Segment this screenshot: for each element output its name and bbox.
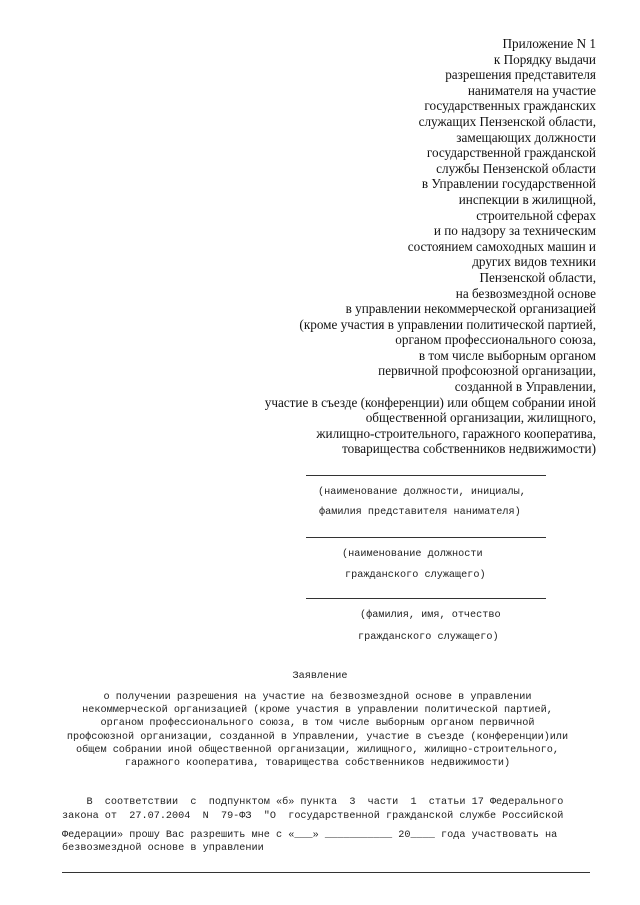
appendix-line: в управлении некоммерческой организацией xyxy=(345,301,596,317)
appendix-line: других видов техники xyxy=(472,254,596,270)
statement-subject-line: некоммерческой организацией (кроме участия в управлении политической партией, xyxy=(82,705,553,717)
appendix-line: инспекции в жилищной, xyxy=(458,191,596,207)
name-caption-line-2: гражданского служащего) xyxy=(358,632,499,643)
appendix-line: разрешения представителя xyxy=(445,67,596,83)
body-line-1: В соответствии с подпунктом «б» пункта 3 части 1 статьи 17 Федерального xyxy=(62,797,564,808)
appendix-line: замещающих должности xyxy=(456,129,596,145)
statement-subject-line: о получении разрешения на участие на безвозмездной основе в управлении xyxy=(103,692,532,703)
employer-signature-line xyxy=(306,475,546,476)
appendix-line: службы Пензенской области xyxy=(436,160,596,176)
appendix-line: в том числе выборным органом xyxy=(418,347,596,363)
body-line-2: закона от 27.07.2004 N 79-ФЗ "О государственной гражданской службе Российской xyxy=(62,811,564,822)
appendix-line: товарищества собственников недвижимости) xyxy=(342,441,596,457)
appendix-line: участие в съезде (конференции) или общем собрании иной xyxy=(264,394,596,410)
name-caption-line-1: (фамилия, имя, отчество xyxy=(360,610,501,621)
appendix-line: на безвозмездной основе xyxy=(455,285,596,301)
appendix-line: (кроме участия в управлении политической партией, xyxy=(299,316,596,332)
appendix-line: в Управлении государственной xyxy=(421,176,596,192)
statement-subject-line: профсоюзной организации, созданной в Управлении, участие в съезде (конференции)или xyxy=(66,731,569,743)
position-caption-line-1: (наименование должности xyxy=(342,549,483,560)
appendix-line: и по надзору за техническим xyxy=(433,223,596,239)
appendix-line: состоянием самоходных машин и xyxy=(407,238,596,254)
appendix-line: строительной сферах xyxy=(476,207,596,223)
appendix-header xyxy=(216,36,596,457)
appendix-line: органом профессионального союза, xyxy=(395,332,596,348)
body-line-3: Федерации» прошу Вас разрешить мне с «___» ___________ 20____ года участвовать на xyxy=(62,830,558,841)
statement-subject xyxy=(50,691,585,770)
appendix-line: созданной в Управлении, xyxy=(454,379,596,395)
statement-subject-line: органом профессионального союза, в том числе выборным органом первичной xyxy=(100,718,535,730)
statement-subject-line: гаражного кооператива, товарищества собственников недвижимости) xyxy=(124,758,511,770)
body-line-4: безвозмездной основе в управлении xyxy=(62,843,264,854)
appendix-line: к Порядку выдачи xyxy=(493,51,596,67)
name-line xyxy=(306,598,546,599)
appendix-line: жилищно-строительного, гаражного кооператива, xyxy=(316,425,596,441)
statement-title: Заявление xyxy=(292,671,348,682)
position-caption-line-2: гражданского служащего) xyxy=(345,570,486,581)
appendix-line: Приложение N 1 xyxy=(502,36,596,51)
appendix-line: общественной организации, жилищного, xyxy=(365,410,596,426)
position-line xyxy=(306,537,546,538)
employer-caption-line-1: (наименование должности, инициалы, xyxy=(318,487,526,498)
appendix-line: служащих Пензенской области, xyxy=(418,113,596,129)
appendix-line: первичной профсоюзной организации, xyxy=(378,363,596,379)
appendix-line: государственных гражданских xyxy=(424,98,596,114)
statement-subject-line: общем собрании иной общественной организации, жилищного, жилищно-строительного, xyxy=(76,744,559,756)
management-fill-line xyxy=(62,872,590,873)
employer-caption-line-2: фамилия представителя нанимателя) xyxy=(319,507,521,518)
appendix-line: государственной гражданской xyxy=(426,145,596,161)
appendix-line: Пензенской области, xyxy=(479,269,596,285)
appendix-line: нанимателя на участие xyxy=(467,82,596,98)
